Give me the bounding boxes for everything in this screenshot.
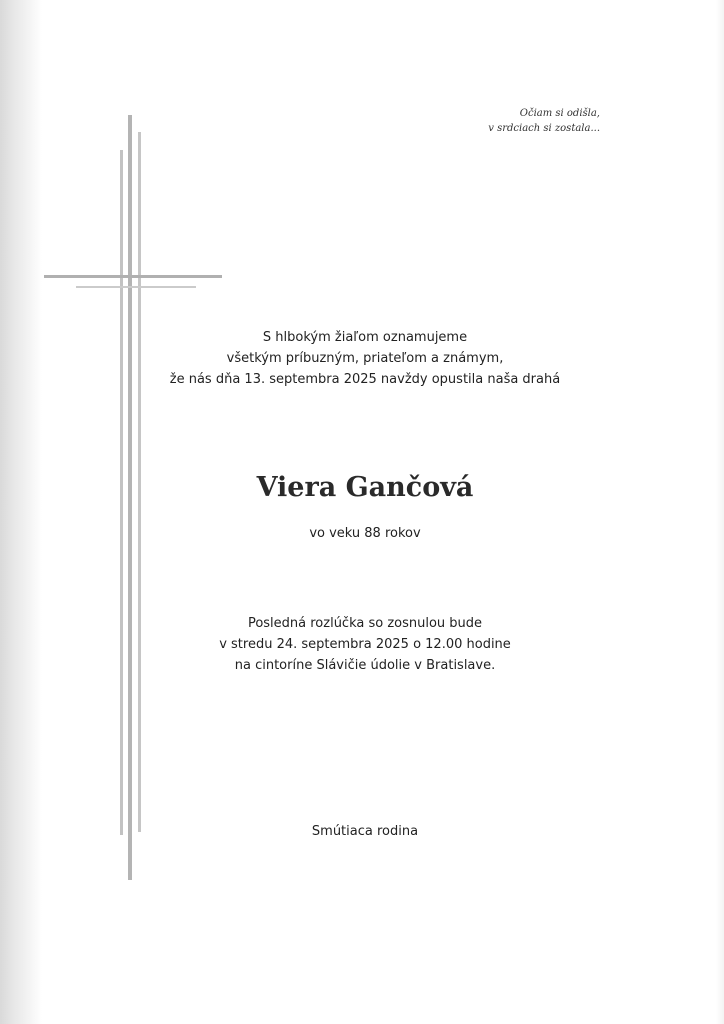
deceased-age: vo veku 88 rokov xyxy=(309,526,421,541)
scan-edge-shadow xyxy=(0,0,42,1024)
deceased-name: Viera Gančová xyxy=(256,472,474,503)
announcement-line-1: S hlbokým žiaľom oznamujeme xyxy=(262,330,468,345)
funeral-details xyxy=(140,613,590,676)
motto-line-1: Očiam si odišla, xyxy=(519,108,600,119)
funeral-line-1: Posledná rozlúčka so zosnulou bude xyxy=(247,616,483,631)
funeral-line-2: v stredu 24. septembra 2025 o 12.00 hodine xyxy=(219,637,511,652)
motto xyxy=(420,106,600,136)
scan-edge-right xyxy=(716,0,724,1024)
announcement-line-3: že nás dňa 13. septembra 2025 navždy opustila naša drahá xyxy=(169,372,561,387)
announcement xyxy=(140,327,590,390)
announcement-line-2: všetkým príbuzným, priateľom a známym, xyxy=(226,351,504,366)
signature: Smútiaca rodina xyxy=(311,824,419,839)
motto-line-2: v srdciach si zostala... xyxy=(488,123,600,134)
funeral-line-3: na cintoríne Slávičie údolie v Bratislave. xyxy=(234,658,496,673)
